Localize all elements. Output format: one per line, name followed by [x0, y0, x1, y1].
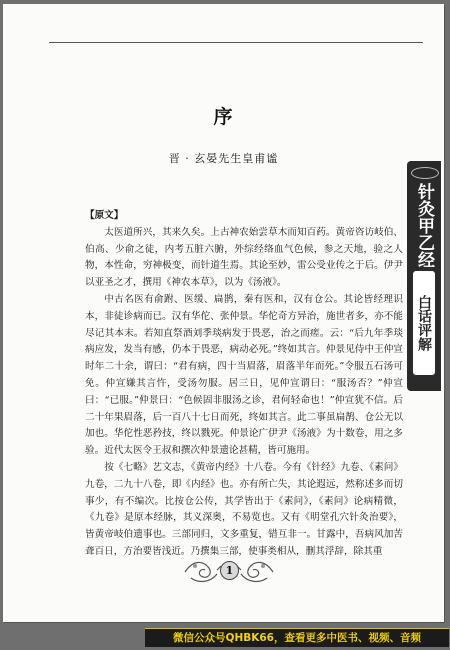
section-tag: 【原文】 — [85, 210, 124, 221]
page-number: 1 — [220, 561, 239, 580]
page-title: 序 — [213, 106, 234, 128]
document-page — [3, 4, 444, 622]
book-subtitle: 白话评解 — [413, 271, 435, 375]
paragraph-3: 按《七略》艺文志，《黄帝内经》十八卷。今有《针经》九卷、《素问》九卷，二九十八卷，即《内经》也。亦有所亡失，其论遐远，然称述多而切事少，有不编次。比按仓公传，其学皆出于《素问》，《素问》论病精微，《九卷》是原本经脉，其义深奥，不易览也。又有《明堂孔穴针灸治要》，皆黄帝岐伯遗事也。三部同归，文多重复，错互非一。甘露中，吾病风加苦聋百日，方治要皆浅近。乃撰集三部，使事类相从，删其浮辞，除其重 — [85, 461, 403, 557]
book-side-tab — [407, 161, 441, 391]
page-author: 晋 · 玄晏先生皇甫谧 — [168, 152, 279, 165]
paragraph-2: 中古名医有俞跗、医缓、扁鹊，秦有医和，汉有仓公。其论皆经理识本，非徒诊病而已。汉有华佗、张仲景。华佗奇方异治，施世者多，亦不能尽记其本末。若知直祭酒刘季琰病发于畏恶，治之而瘥。云：“后九年季琰病应发，发当有感，仍本于畏恶，病动必死。”终如其言。仲景见侍中王仲宣时年二十余，谓曰：“君有病，四十当眉落，眉落半年而死。”令服五石汤可免。仲宣嫌其言忤，受汤勿服。居三日，见仲宣谓曰：“服汤否？”仲宣曰：“已服。”仲景曰：“色候固非服汤之诊，君何轻命也！”仲宣犹不信。后二十年果眉落，后一百八十七日而死，终如其言。此二事虽扁鹊、仓公无以加也。华佗性恶矜技，终以戮死。仲景论广伊尹《汤液》为十数卷，用之多验。近代太医令王叔和撰次仲景遗论甚精，皆可施用。 — [85, 293, 403, 457]
header-rule — [49, 42, 423, 43]
watermark-text: 微信公众号QHBK66，查看更多中医书、视频、音频 — [173, 632, 421, 644]
section-tag-line — [85, 208, 403, 225]
book-title: 针灸甲乙经 — [414, 183, 434, 268]
tab-ornament-icon — [411, 167, 439, 179]
watermark-banner — [145, 628, 449, 647]
page-body — [85, 208, 403, 561]
paragraph-1: 太医道所兴，其来久矣。上古神农始尝草木而知百药。黄帝咨访岐伯、伯高、少俞之徒，内考五脏六腑，外综经络血气色候，参之天地，验之人物，本性命，穷神极变，而针道生焉。其论至妙，雷公受业传之于后。伊尹以亚圣之才，撰用《神农本草》，以为《汤液》。 — [85, 226, 403, 289]
